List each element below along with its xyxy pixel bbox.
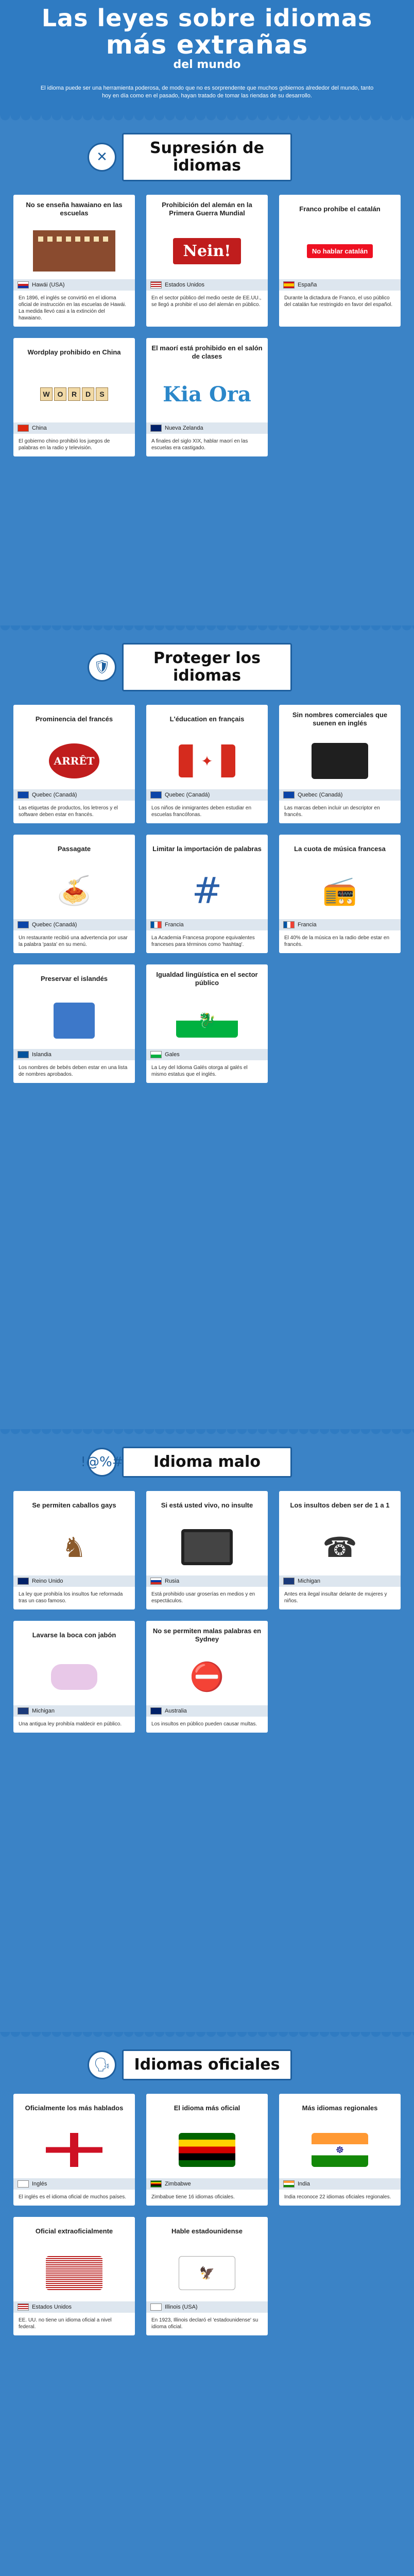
location-label: Michigan bbox=[298, 1578, 321, 1584]
law-card bbox=[279, 705, 401, 823]
card-title: El idioma más oficial bbox=[174, 2104, 240, 2112]
section bbox=[0, 625, 414, 1429]
flag-icon bbox=[283, 791, 295, 799]
location-label: Quebec (Canadá) bbox=[32, 922, 77, 928]
card-title: Prohibición del alemán en la Primera Guerra Mundial bbox=[162, 201, 252, 217]
location-label: Islandia bbox=[32, 1052, 51, 1058]
card-description: En 1896, el inglés se convirtió en el idioma oficial de instrucción en las escuelas de Hawái. La medida llevó casi a la extinción del hawaiano. bbox=[19, 295, 126, 321]
card-description: Una antigua ley prohibía maldecir en público. bbox=[19, 1721, 122, 1727]
law-card bbox=[279, 835, 401, 953]
law-card bbox=[146, 338, 268, 456]
law-card bbox=[146, 1621, 268, 1733]
location-label: Zimbabwe bbox=[165, 2181, 191, 2187]
law-card bbox=[146, 835, 268, 953]
law-card bbox=[146, 195, 268, 327]
wales-flag-icon: 🐉 bbox=[176, 1004, 238, 1038]
card-image bbox=[151, 2122, 263, 2178]
sections-container bbox=[0, 115, 414, 2576]
card-image bbox=[19, 1649, 130, 1705]
location-label: Francia bbox=[165, 922, 184, 928]
letter-tile: R bbox=[68, 387, 80, 401]
title-line-1: Las leyes sobre idiomas bbox=[41, 4, 373, 32]
section bbox=[0, 115, 414, 625]
card-location bbox=[13, 422, 135, 434]
nein-sign: Nein! bbox=[173, 238, 242, 264]
card-title: No se permiten malas palabras en Sydney bbox=[152, 1627, 262, 1643]
section-heading bbox=[93, 643, 292, 691]
flag-icon bbox=[18, 791, 29, 799]
location-label: India bbox=[298, 2181, 310, 2187]
section-icon: !@%# bbox=[88, 1448, 116, 1477]
flag-icon bbox=[150, 1578, 162, 1585]
card-location bbox=[13, 1049, 135, 1060]
card-title: Igualdad lingüística en el sector público bbox=[156, 971, 258, 987]
flag-icon bbox=[18, 281, 29, 289]
law-card bbox=[279, 195, 401, 327]
flag-icon bbox=[18, 2180, 29, 2188]
card-description: India reconoce 22 idiomas oficiales regionales. bbox=[284, 2194, 391, 2200]
card-image bbox=[19, 733, 130, 789]
flag-icon bbox=[283, 281, 295, 289]
card-title: Sin nombres comerciales que suenen en inglés bbox=[292, 711, 388, 727]
card-title: Lavarse la boca con jabón bbox=[32, 1631, 116, 1639]
section-title: Supresión de idiomas bbox=[150, 139, 264, 175]
location-label: Inglés bbox=[32, 2181, 47, 2187]
card-location bbox=[146, 422, 268, 434]
law-card bbox=[146, 2217, 268, 2335]
card-image bbox=[19, 366, 130, 422]
card-image bbox=[151, 862, 263, 919]
card-grid bbox=[0, 2094, 414, 2335]
flag-icon bbox=[150, 2180, 162, 2188]
card-title: Prominencia del francés bbox=[35, 715, 113, 723]
location-label: Michigan bbox=[32, 1708, 55, 1714]
card-location bbox=[146, 1575, 268, 1587]
flag-icon bbox=[150, 1707, 162, 1715]
flag-icon bbox=[150, 425, 162, 432]
card-grid bbox=[0, 1491, 414, 1733]
card-image bbox=[151, 366, 263, 422]
card-image bbox=[19, 2122, 130, 2178]
card-title: Se permiten caballos gays bbox=[32, 1501, 116, 1509]
card-title: Oficial extraoficialmente bbox=[35, 2227, 113, 2235]
card-location bbox=[13, 279, 135, 291]
law-card bbox=[146, 1491, 268, 1609]
card-location bbox=[279, 2178, 401, 2190]
flag-icon bbox=[18, 1578, 29, 1585]
card-title: Franco prohíbe el catalán bbox=[299, 205, 381, 213]
card-location bbox=[279, 789, 401, 801]
card-title: L'éducation en français bbox=[169, 715, 245, 723]
card-title: Limitar la importación de palabras bbox=[152, 845, 262, 853]
law-card bbox=[13, 964, 135, 1083]
flag-icon bbox=[18, 2303, 29, 2311]
card-title: La cuota de música francesa bbox=[294, 845, 386, 853]
letter-tile: O bbox=[54, 387, 66, 401]
usa-flag-icon bbox=[46, 2256, 102, 2290]
card-location bbox=[146, 919, 268, 930]
canada-flag-icon: ✦ bbox=[179, 744, 235, 777]
card-description: El gobierno chino prohibió los juegos de palabras en la radio y televisión. bbox=[19, 438, 110, 451]
flag-icon bbox=[150, 791, 162, 799]
card-description: El 40% de la música en la radio debe estar en francés. bbox=[284, 935, 390, 947]
soap-icon bbox=[51, 1664, 97, 1690]
stop-icon: ⛔ bbox=[189, 1660, 225, 1693]
book-icon bbox=[54, 1003, 95, 1039]
flag-icon bbox=[283, 2180, 295, 2188]
card-location bbox=[13, 1575, 135, 1587]
card-location bbox=[146, 1705, 268, 1717]
section-title: Idiomas oficiales bbox=[134, 2056, 280, 2074]
card-description: Está prohibido usar groserías en medios y en espectáculos. bbox=[151, 1591, 255, 1604]
card-location bbox=[146, 789, 268, 801]
phone-icon: ☎ bbox=[322, 1531, 357, 1564]
card-description: Los niños de inmigrantes deben estudiar en escuelas francófonas. bbox=[151, 805, 252, 818]
illinois-flag-icon: 🦅 bbox=[179, 2256, 235, 2290]
flag-icon bbox=[150, 2303, 162, 2311]
card-location bbox=[146, 2301, 268, 2313]
card-description: En el sector público del medio oeste de EE.UU., se llegó a prohibir el uso del alemán en público. bbox=[151, 295, 262, 308]
card-location bbox=[279, 1575, 401, 1587]
card-description: La ley que prohibía los insultos fue reformada tras un caso famoso. bbox=[19, 1591, 123, 1604]
card-image bbox=[151, 2245, 263, 2301]
flag-icon bbox=[18, 1051, 29, 1058]
india-flag-icon: ☸ bbox=[312, 2133, 368, 2167]
card-title: No se enseña hawaiano en las escuelas bbox=[26, 201, 123, 217]
section-title: Proteger los idiomas bbox=[153, 649, 261, 685]
law-card bbox=[146, 964, 268, 1083]
kia-ora-text: Kia Ora bbox=[163, 382, 251, 406]
section-icon: 🛡 bbox=[88, 653, 116, 682]
pasta-icon: 🍝 bbox=[57, 874, 92, 907]
location-label: Francia bbox=[298, 922, 317, 928]
location-label: Australia bbox=[165, 1708, 187, 1714]
card-description: Durante la dictadura de Franco, el uso público del catalán fue restringido en favor del español. bbox=[284, 295, 393, 308]
title-line-3: del mundo bbox=[173, 58, 241, 71]
card-location bbox=[13, 919, 135, 930]
radio-icon: 📻 bbox=[322, 874, 357, 907]
card-description: Las etiquetas de productos, los letreros y el software deben estar en francés. bbox=[19, 805, 118, 818]
card-description: A finales del siglo XIX, hablar maorí en las escuelas era castigado. bbox=[151, 438, 248, 451]
section-heading bbox=[80, 1447, 292, 1478]
zimbabwe-flag-icon bbox=[179, 2133, 235, 2167]
card-title: Más idiomas regionales bbox=[302, 2104, 378, 2112]
card-description: El inglés es el idioma oficial de muchos países. bbox=[19, 2194, 126, 2200]
law-card bbox=[146, 705, 268, 823]
card-description: Un restaurante recibió una advertencia por usar la palabra 'pasta' en su menú. bbox=[19, 935, 128, 947]
section-icon: ✕ bbox=[88, 143, 116, 172]
location-label: España bbox=[298, 282, 317, 288]
card-image bbox=[284, 223, 395, 279]
hashtag-icon: # bbox=[192, 870, 222, 912]
card-location bbox=[13, 2301, 135, 2313]
card-description: Los insultos en público pueden causar multas. bbox=[151, 1721, 257, 1727]
flag-icon bbox=[18, 921, 29, 928]
intro-text: El idioma puede ser una herramienta poderosa, de modo que no es sorprendente que muchos gobiernos alrededor del mundo, tanto hoy en día como en el pasado, hayan tratado de tomar las riendas de su desarrollo. bbox=[0, 81, 414, 115]
card-image bbox=[151, 992, 263, 1049]
card-location bbox=[13, 789, 135, 801]
card-location bbox=[146, 1049, 268, 1060]
flag-icon bbox=[150, 1051, 162, 1058]
card-title: Hable estadounidense bbox=[171, 2227, 243, 2235]
card-title: Preservar el islandés bbox=[40, 975, 108, 982]
card-title: Los insultos deben ser de 1 a 1 bbox=[290, 1501, 390, 1509]
card-description: En 1923, Illinois declaró el 'estadounidense' su idioma oficial. bbox=[151, 2317, 258, 2330]
location-label: Gales bbox=[165, 1052, 180, 1058]
tv-icon bbox=[181, 1529, 233, 1565]
letter-tiles bbox=[40, 387, 108, 401]
flag-icon bbox=[283, 1578, 295, 1585]
card-title: Si está usted vivo, no insulte bbox=[161, 1501, 253, 1509]
header bbox=[0, 0, 414, 81]
section-heading bbox=[96, 133, 292, 181]
card-description: Antes era ilegal insultar delante de mujeres y niños. bbox=[284, 1591, 387, 1604]
section-heading bbox=[93, 2049, 292, 2080]
location-label: Nueva Zelanda bbox=[165, 425, 203, 431]
law-card bbox=[13, 1491, 135, 1609]
location-label: Illinois (USA) bbox=[165, 2304, 198, 2310]
card-title: El maorí está prohibido en el salón de clases bbox=[151, 344, 263, 360]
card-image bbox=[19, 223, 130, 279]
letter-tile: S bbox=[96, 387, 108, 401]
flag-icon bbox=[18, 1707, 29, 1715]
letter-tile: D bbox=[82, 387, 94, 401]
flag-icon bbox=[150, 921, 162, 928]
card-title: Oficialmente los más hablados bbox=[25, 2104, 124, 2112]
card-image bbox=[284, 862, 395, 919]
section-title: Idioma malo bbox=[153, 1453, 261, 1471]
card-image bbox=[19, 992, 130, 1049]
card-image bbox=[151, 223, 263, 279]
flag-icon bbox=[18, 425, 29, 432]
card-description: La Academia Francesa propone equivalentes franceses para términos como 'hashtag'. bbox=[151, 935, 255, 947]
card-image bbox=[284, 1519, 395, 1575]
card-image bbox=[151, 733, 263, 789]
card-description: Los nombres de bebés deben estar en una lista de nombres aprobados. bbox=[19, 1065, 128, 1077]
card-title: Wordplay prohibido en China bbox=[27, 348, 121, 356]
england-flag-icon bbox=[46, 2133, 102, 2167]
letter-tile: W bbox=[40, 387, 53, 401]
law-card bbox=[13, 195, 135, 327]
card-location bbox=[146, 279, 268, 291]
card-image bbox=[19, 1519, 130, 1575]
flag-icon bbox=[283, 921, 295, 928]
location-label: Estados Unidos bbox=[165, 282, 205, 288]
building-image bbox=[33, 230, 115, 272]
card-description: Las marcas deben incluir un descriptor en francés. bbox=[284, 805, 380, 818]
flag-icon bbox=[150, 281, 162, 289]
card-image bbox=[151, 1519, 263, 1575]
card-description: Zimbabue tiene 16 idiomas oficiales. bbox=[151, 2194, 235, 2200]
location-label: China bbox=[32, 425, 47, 431]
location-label: Estados Unidos bbox=[32, 2304, 72, 2310]
location-label: Quebec (Canadá) bbox=[32, 792, 77, 798]
location-label: Quebec (Canadá) bbox=[165, 792, 210, 798]
card-title: Passagate bbox=[57, 845, 91, 853]
section bbox=[0, 1429, 414, 2032]
card-location bbox=[146, 2178, 268, 2190]
card-location bbox=[13, 2178, 135, 2190]
card-description: EE. UU. no tiene un idioma oficial a nivel federal. bbox=[19, 2317, 112, 2330]
card-grid bbox=[0, 195, 414, 456]
location-label: Rusia bbox=[165, 1578, 180, 1584]
card-location bbox=[279, 279, 401, 291]
card-image bbox=[284, 733, 395, 789]
card-image bbox=[19, 862, 130, 919]
card-description: La Ley del Idioma Galés otorga al galés el mismo estatus que el inglés. bbox=[151, 1065, 248, 1077]
card-location bbox=[279, 919, 401, 930]
location-label: Quebec (Canadá) bbox=[298, 792, 343, 798]
law-card bbox=[146, 2094, 268, 2206]
card-image bbox=[284, 2122, 395, 2178]
briefcase-icon bbox=[312, 743, 368, 779]
prohibition-tag: No hablar catalán bbox=[307, 244, 373, 258]
law-card bbox=[13, 338, 135, 456]
card-grid bbox=[0, 705, 414, 1083]
location-label: Reino Unido bbox=[32, 1578, 63, 1584]
law-card bbox=[279, 2094, 401, 2206]
law-card bbox=[13, 1621, 135, 1733]
card-image bbox=[19, 2245, 130, 2301]
section bbox=[0, 2032, 414, 2576]
law-card bbox=[13, 2094, 135, 2206]
card-image bbox=[151, 1649, 263, 1705]
law-card bbox=[13, 2217, 135, 2335]
law-card bbox=[13, 835, 135, 953]
law-card bbox=[279, 1491, 401, 1609]
title-line-2: más extrañas bbox=[106, 30, 308, 60]
stop-sign: ARRÊT bbox=[49, 743, 100, 778]
section-icon: 🗣 bbox=[88, 2050, 116, 2079]
location-label: Hawái (USA) bbox=[32, 282, 65, 288]
law-card bbox=[13, 705, 135, 823]
horse-icon: ♞ bbox=[61, 1531, 87, 1564]
card-location bbox=[13, 1705, 135, 1717]
